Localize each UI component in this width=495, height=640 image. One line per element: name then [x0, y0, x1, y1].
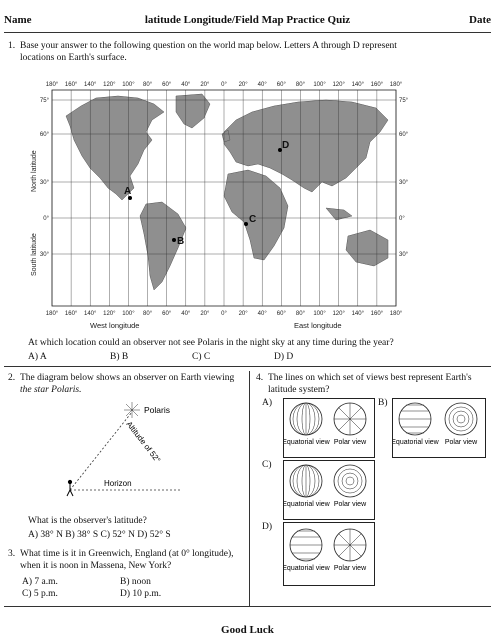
longitude-tick-label: 120° — [103, 311, 116, 317]
longitude-tick-label: 40° — [181, 82, 191, 88]
globe-d-polar-label: Polar view — [333, 565, 367, 572]
point-b-marker — [172, 238, 176, 242]
q4-option-d-globes — [284, 523, 374, 585]
q4-line1: The lines on which set of views best represent Earth's — [268, 373, 472, 383]
longitude-tick-label: 80° — [295, 82, 305, 88]
longitude-tick-label: 140° — [84, 82, 97, 88]
page-title: latitude Longitude/Field Map Practice Quiz — [144, 14, 351, 26]
longitude-tick-label: 40° — [257, 311, 267, 317]
column-divider — [249, 371, 250, 606]
globe-b-equatorial-label: Equatorial view — [393, 439, 439, 446]
q1-line2: locations on Earth's surface. — [20, 53, 127, 63]
q4-option-c-label[interactable]: C) — [262, 460, 272, 470]
longitude-tick-label: 100° — [313, 311, 326, 317]
q4-option-a-globes — [284, 399, 374, 457]
q3-choice-c[interactable]: C) 5 p.m. — [22, 589, 58, 599]
longitude-tick-label: 60° — [276, 311, 286, 317]
footer-good-luck: Good Luck — [221, 624, 274, 636]
longitude-tick-label: 60° — [276, 82, 286, 88]
q2-question-text: What is the observer's latitude? — [28, 516, 147, 526]
latitude-tick-label-left: 75° — [39, 98, 49, 104]
q4-option-d-box[interactable] — [283, 522, 375, 586]
longitude-tick-label: 180° — [389, 311, 403, 317]
north-latitude-label: North latitude — [31, 150, 38, 192]
east-longitude-label: East longitude — [294, 321, 342, 330]
longitude-tick-label: 160° — [64, 311, 78, 317]
globe-a-equatorial — [290, 403, 322, 435]
q4-option-a-label[interactable]: A) — [262, 398, 273, 408]
longitude-tick-label: 160° — [370, 82, 384, 88]
longitude-tick-label: 100° — [313, 82, 326, 88]
globe-a-equatorial-label: Equatorial view — [284, 439, 330, 446]
latitude-tick-label-right: 75° — [399, 98, 409, 104]
longitude-tick-label: 40° — [181, 311, 191, 317]
star-icon — [124, 402, 140, 418]
q2-line1: The diagram below shows an observer on Earth viewing — [20, 373, 235, 383]
globe-b-equatorial — [399, 403, 431, 435]
q2-choices[interactable]: A) 38° N B) 38° S C) 52° N D) 52° S — [28, 530, 171, 540]
longitude-tick-label: 0° — [221, 311, 227, 317]
longitude-tick-label: 0° — [221, 82, 227, 88]
q1-question-text: At which location could an observer not see Polaris in the night sky at any time during the year? — [28, 338, 394, 348]
q4-line2: latitude system? — [268, 385, 330, 395]
globe-a-polar-label: Polar view — [333, 439, 367, 446]
south-latitude-label: South latitude — [31, 233, 38, 276]
globe-c-polar — [334, 465, 366, 497]
polaris-label: Polaris — [144, 405, 170, 415]
q3-choice-a[interactable]: A) 7 a.m. — [22, 577, 58, 587]
q3-line2: when it is noon in Massena, New York? — [20, 561, 172, 571]
globe-c-equatorial-label: Equatorial view — [284, 501, 330, 508]
latitude-tick-label-left: 0° — [43, 216, 49, 222]
q1-choice-c[interactable]: C) C — [192, 352, 211, 362]
longitude-tick-label: 120° — [332, 311, 345, 317]
point-d-label: D — [282, 140, 290, 151]
longitude-tick-label: 60° — [162, 311, 172, 317]
world-map — [26, 76, 414, 338]
q2-line2: the star Polaris. — [20, 385, 82, 395]
longitude-tick-label: 140° — [351, 311, 364, 317]
longitude-tick-label: 120° — [103, 82, 116, 88]
q1-choices — [28, 352, 468, 364]
question-4 — [256, 372, 490, 396]
longitude-tick-label: 20° — [238, 311, 248, 317]
q2-number: 2. — [8, 373, 16, 383]
q3-line1: What time is it in Greenwich, England (at 0° longitude), — [20, 549, 234, 559]
latitude-tick-label-right: 30° — [399, 180, 409, 186]
longitude-tick-label: 140° — [351, 82, 364, 88]
longitude-tick-label: 20° — [238, 82, 248, 88]
horizon-label: Horizon — [104, 479, 132, 488]
q4-option-b-globes — [393, 399, 485, 457]
longitude-tick-label: 60° — [162, 82, 172, 88]
q4-option-c-globes — [284, 461, 374, 519]
longitude-tick-label: 180° — [389, 82, 403, 88]
longitude-tick-label: 180° — [45, 311, 59, 317]
q1-choice-a[interactable]: A) A — [28, 352, 47, 362]
q1-question — [28, 338, 468, 348]
q4-option-c-box[interactable] — [283, 460, 375, 520]
australia-shape — [346, 230, 388, 266]
point-c-marker — [244, 222, 248, 226]
globe-b-polar — [445, 403, 477, 435]
longitude-tick-label: 180° — [45, 82, 59, 88]
latitude-tick-label-right: 30° — [399, 252, 409, 258]
q4-option-a-box[interactable] — [283, 398, 375, 458]
q1-choice-d[interactable]: D) D — [274, 352, 294, 362]
north-america-shape — [66, 96, 164, 200]
longitude-tick-label: 80° — [143, 311, 153, 317]
point-b-label: B — [177, 236, 185, 247]
longitude-tick-label: 120° — [332, 82, 345, 88]
q3-choice-b[interactable]: B) noon — [120, 577, 151, 587]
longitude-tick-label: 100° — [122, 311, 135, 317]
latitude-tick-label-left: 60° — [39, 132, 49, 138]
q4-option-d-label[interactable]: D) — [262, 522, 273, 532]
longitude-tick-label: 100° — [122, 82, 135, 88]
globe-c-polar-label: Polar view — [333, 501, 367, 508]
header-rule — [4, 32, 491, 33]
longitude-tick-label: 40° — [257, 82, 267, 88]
longitude-tick-label: 20° — [200, 311, 210, 317]
west-longitude-label: West longitude — [90, 321, 140, 330]
point-a-label: A — [124, 186, 132, 197]
q4-option-b-box[interactable] — [392, 398, 486, 458]
q4-number: 4. — [256, 373, 264, 383]
q3-number: 3. — [8, 549, 16, 559]
longitude-tick-label: 20° — [200, 82, 210, 88]
point-c-label: C — [249, 214, 257, 225]
globe-d-polar — [334, 529, 366, 561]
q1-rule — [4, 366, 491, 367]
globe-d-equatorial — [290, 529, 322, 561]
date-label: Date — [469, 14, 491, 26]
observer-icon — [67, 480, 73, 496]
latitude-tick-label-left: 30° — [39, 252, 49, 258]
q1-number: 1. — [8, 41, 16, 51]
q2-question — [28, 516, 248, 540]
header — [4, 6, 491, 28]
q1-line1: Base your answer to the following question on the world map below. Letters A through D represent — [20, 41, 397, 51]
longitude-tick-label: 80° — [143, 82, 153, 88]
altitude-label: Altitude of 52° — [124, 419, 163, 465]
globe-b-polar-label: Polar view — [444, 439, 478, 446]
globe-c-equatorial — [290, 465, 322, 497]
latitude-tick-label-right: 0° — [399, 216, 405, 222]
latitude-tick-label-right: 60° — [399, 132, 409, 138]
longitude-tick-label: 160° — [370, 311, 384, 317]
q1-choice-b[interactable]: B) B — [110, 352, 129, 362]
longitude-tick-label: 80° — [295, 311, 305, 317]
q3-choice-d[interactable]: D) 10 p.m. — [120, 589, 162, 599]
q4-option-b-label[interactable]: B) — [378, 398, 388, 408]
globe-a-polar — [334, 403, 366, 435]
bottom-rule — [4, 606, 491, 607]
globe-d-equatorial-label: Equatorial view — [284, 565, 330, 572]
latitude-tick-label-left: 30° — [39, 180, 49, 186]
polaris-diagram — [60, 398, 240, 502]
longitude-tick-label: 140° — [84, 311, 97, 317]
question-2 — [8, 372, 244, 396]
longitude-tick-label: 160° — [64, 82, 78, 88]
name-label: Name — [4, 14, 32, 26]
question-3 — [8, 548, 246, 600]
